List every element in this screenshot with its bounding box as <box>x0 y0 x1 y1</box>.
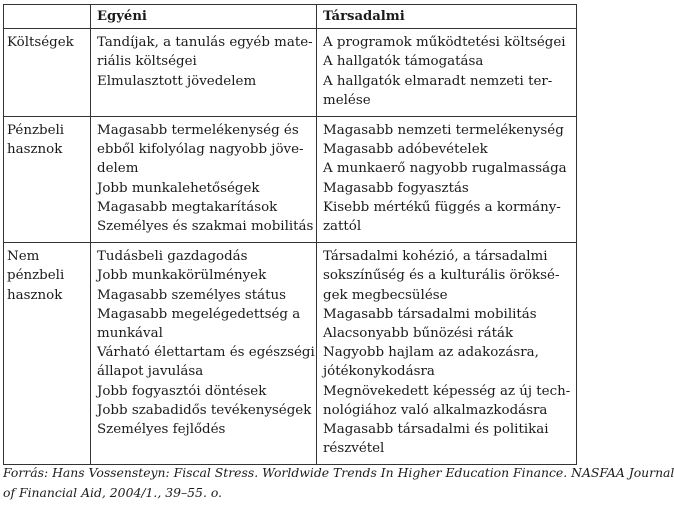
cell-line: Várható élettartam és egészségi <box>97 345 315 361</box>
costs-benefits-table <box>3 4 577 465</box>
cell-line: Alacsonyabb bűnözési ráták <box>323 326 514 342</box>
cell-costs-societal <box>317 29 577 117</box>
cell-line: Személyes fejlődés <box>97 422 226 438</box>
source-citation <box>3 463 674 503</box>
cell-line: Magasabb társadalmi és politikai <box>323 422 549 438</box>
cell-line: melése <box>323 92 371 108</box>
cell-line: Elmulasztott jövedelem <box>97 73 257 89</box>
cell-line: Magasabb fogyasztás <box>323 180 469 196</box>
table-row-monetary-benefits <box>4 117 577 243</box>
cell-monetary-individual <box>91 117 317 243</box>
row-label-line: Költségek <box>7 35 74 51</box>
cell-line: riális költségei <box>97 54 197 70</box>
cell-line: A hallgatók támogatása <box>323 54 484 70</box>
cell-non-monetary-societal <box>317 243 577 465</box>
row-label-monetary-benefits <box>4 117 91 243</box>
header-cell-blank <box>4 5 91 29</box>
cell-line: Magasabb megtakarítások <box>97 199 278 215</box>
cell-costs-individual <box>91 29 317 117</box>
cell-line: nológiához való alkalmazkodásra <box>323 402 548 418</box>
cell-line: A munkaerő nagyobb rugalmassága <box>323 161 567 177</box>
cell-line: állapot javulása <box>97 364 204 380</box>
cell-line: Társadalmi kohézió, a társadalmi <box>323 249 548 265</box>
cell-line: Magasabb megelégedettség a <box>97 306 301 322</box>
row-label-line: Pénzbeli <box>7 123 65 139</box>
table-row-non-monetary-benefits <box>4 243 577 465</box>
row-label-line: pénzbeli <box>7 268 65 284</box>
row-label-line: hasznok <box>7 142 63 158</box>
cell-non-monetary-individual <box>91 243 317 465</box>
cell-line: zattól <box>323 219 362 235</box>
cell-line: Jobb szabadidős tevékenységek <box>97 402 312 418</box>
row-label-line: Nem <box>7 249 40 265</box>
row-label-non-monetary-benefits <box>4 243 91 465</box>
cell-line: ebből kifolyólag nagyobb jöve- <box>97 142 304 158</box>
cell-line: Jobb munkakörülmények <box>97 268 267 284</box>
cell-line: Személyes és szakmai mobilitás <box>97 219 314 235</box>
row-label-line: hasznok <box>7 287 63 303</box>
cell-monetary-societal <box>317 117 577 243</box>
cell-line: Nagyobb hajlam az adakozásra, <box>323 345 539 361</box>
cell-line: jótékonykodásra <box>323 364 435 380</box>
cell-line: Jobb fogyasztói döntések <box>97 383 267 399</box>
cell-line: Magasabb termelékenység és <box>97 123 299 139</box>
cell-line: A hallgatók elmaradt nemzeti ter- <box>323 73 553 89</box>
header-row <box>4 5 577 29</box>
costs-benefits-table-container <box>3 4 576 465</box>
cell-line: munkával <box>97 326 163 342</box>
cell-line: gek megbecsülése <box>323 287 448 303</box>
source-line: Forrás: Hans Vossensteyn: Fiscal Stress. Worldwide Trends In Higher Education Finance. NASFAA Journal <box>3 465 674 480</box>
header-cell-societal: Társadalmi <box>317 5 577 29</box>
table-row-costs <box>4 29 577 117</box>
cell-line: delem <box>97 161 139 177</box>
cell-line: részvétel <box>323 441 385 457</box>
row-label-costs <box>4 29 91 117</box>
header-cell-individual: Egyéni <box>91 5 317 29</box>
cell-line: Jobb munkalehetőségek <box>97 180 260 196</box>
cell-line: sokszínűség és a kulturális öröksé- <box>323 268 560 284</box>
cell-line: Kisebb mértékű függés a kormány- <box>323 199 561 215</box>
cell-line: Tudásbeli gazdagodás <box>97 249 248 265</box>
cell-line: Magasabb társadalmi mobilitás <box>323 306 537 322</box>
cell-line: A programok működtetési költségei <box>323 35 566 51</box>
cell-line: Magasabb adóbevételek <box>323 142 488 158</box>
cell-line: Megnövekedett képesség az új tech- <box>323 383 571 399</box>
source-line: of Financial Aid, 2004/1., 39–55. o. <box>3 485 222 500</box>
cell-line: Tandíjak, a tanulás egyéb mate- <box>97 35 313 51</box>
cell-line: Magasabb személyes státus <box>97 287 286 303</box>
cell-line: Magasabb nemzeti termelékenység <box>323 123 564 139</box>
